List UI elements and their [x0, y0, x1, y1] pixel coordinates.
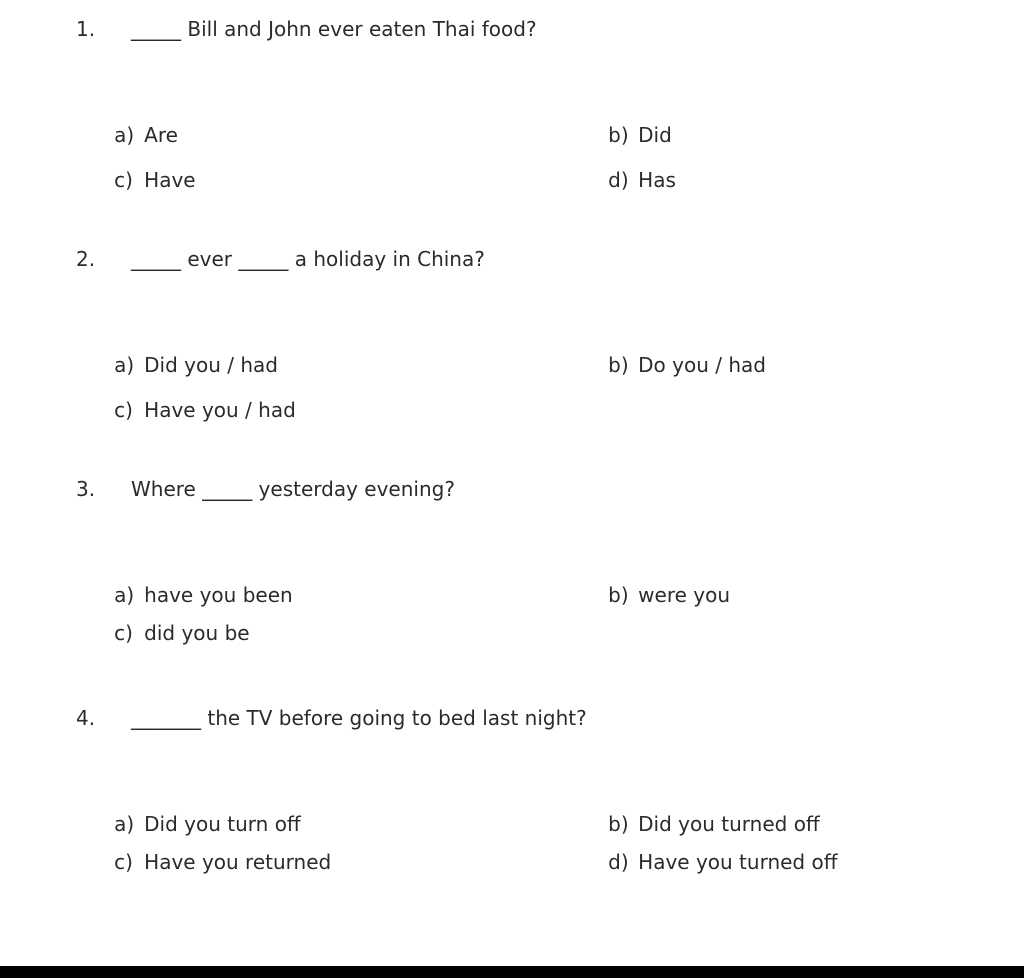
option-text: Have you / had	[144, 398, 296, 422]
option-text: Did you turned off	[638, 812, 820, 836]
option-letter: d)	[608, 850, 629, 874]
option-text: Are	[144, 123, 178, 147]
option-letter: b)	[608, 812, 629, 836]
option-letter: a)	[114, 123, 135, 147]
option-letter: c)	[114, 168, 133, 192]
question-text: _____ ever _____ a holiday in China?	[131, 247, 485, 271]
option-text: Did you / had	[144, 353, 278, 377]
bottom-bar	[0, 966, 1024, 978]
option-text: have you been	[144, 583, 293, 607]
option-letter: c)	[114, 398, 133, 422]
option-text: Have	[144, 168, 196, 192]
option-letter: a)	[114, 353, 135, 377]
question-line	[0, 247, 1024, 271]
option-letter: a)	[114, 583, 135, 607]
question-text: _______ the TV before going to bed last night?	[131, 706, 587, 730]
option-c[interactable]	[76, 826, 331, 898]
option-c[interactable]	[76, 597, 250, 669]
option-letter: b)	[608, 123, 629, 147]
option-letter: c)	[114, 850, 133, 874]
question-number: 3.	[76, 477, 96, 501]
option-letter: d)	[608, 168, 629, 192]
question-line	[0, 17, 1024, 41]
option-b[interactable]	[570, 329, 766, 401]
option-text: Did	[638, 123, 672, 147]
option-letter: c)	[114, 621, 133, 645]
option-text: Do you / had	[638, 353, 766, 377]
option-letter: a)	[114, 812, 135, 836]
option-text: Has	[638, 168, 676, 192]
option-text: Have you turned off	[638, 850, 838, 874]
option-text: Did you turn off	[144, 812, 301, 836]
option-c[interactable]	[76, 374, 296, 446]
option-letter: b)	[608, 353, 629, 377]
option-c[interactable]	[76, 144, 196, 216]
question-text: _____ Bill and John ever eaten Thai food?	[131, 17, 537, 41]
question-number: 4.	[76, 706, 96, 730]
question-line	[0, 477, 1024, 501]
option-d[interactable]	[570, 144, 676, 216]
question-line	[0, 706, 1024, 730]
option-text: were you	[638, 583, 731, 607]
option-d[interactable]	[570, 826, 838, 898]
question-number: 2.	[76, 247, 96, 271]
option-text: did you be	[144, 621, 250, 645]
option-letter: b)	[608, 583, 629, 607]
option-b[interactable]	[570, 559, 730, 631]
option-text: Have you returned	[144, 850, 332, 874]
question-text: Where _____ yesterday evening?	[131, 477, 455, 501]
question-number: 1.	[76, 17, 96, 41]
